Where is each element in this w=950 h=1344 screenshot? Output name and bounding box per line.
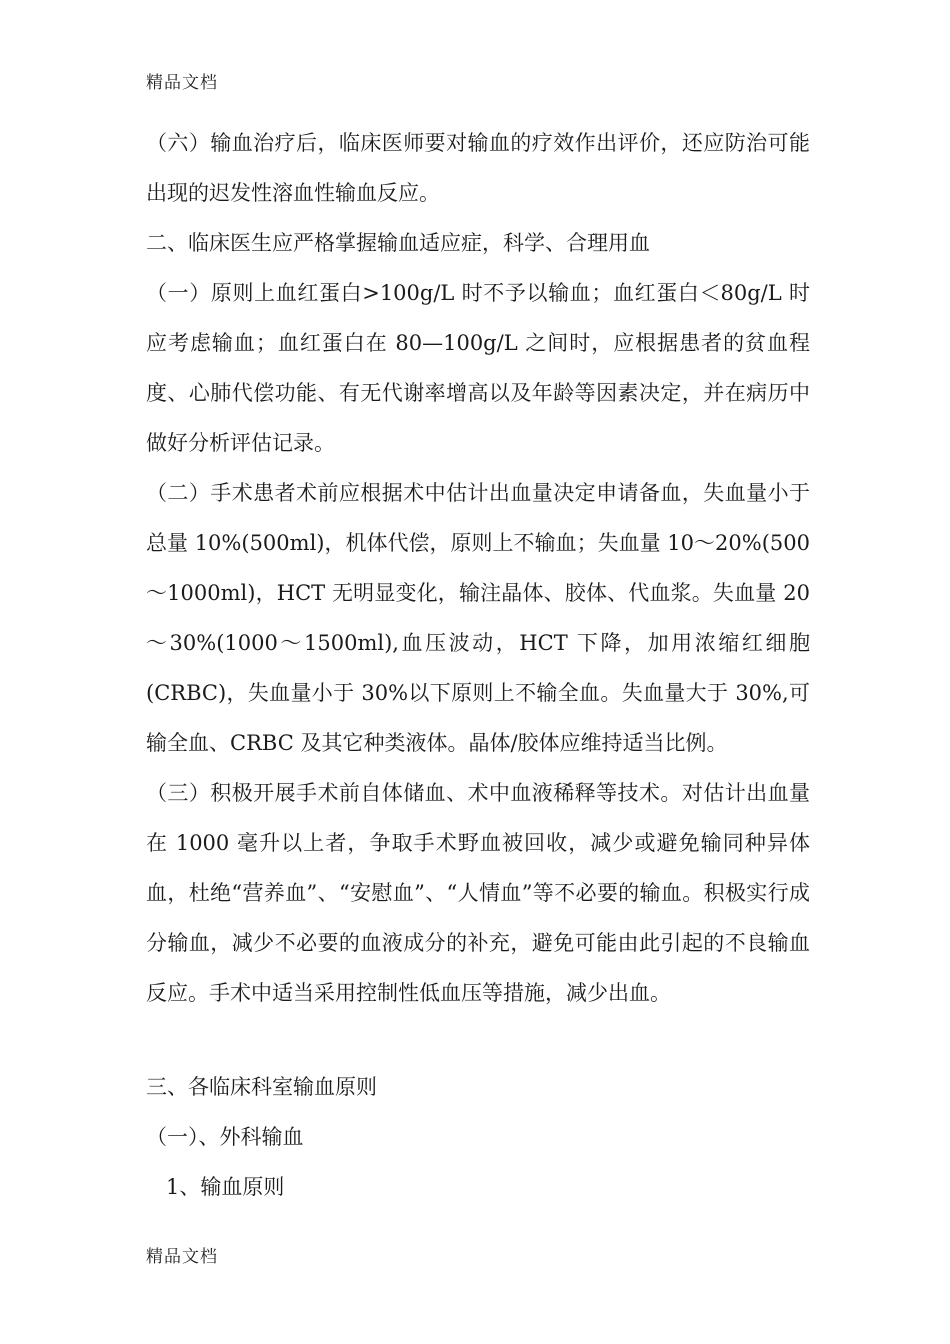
page-footer: 精品文档: [146, 1247, 218, 1267]
document-body: [146, 118, 810, 1212]
paragraph-surgical-blood-loss: （二）手术患者术前应根据术中估计出血量决定申请备血，失血量小于总量 10%(500ml)，机体代偿，原则上不输血；失血量 10～20%(500～1000ml)，HCT 无明显变化，输注晶体、胶体、代血浆。失血量 20～30%(1000～1500ml),血压波动，HCT 下降，加用浓缩红细胞(CRBC)，失血量小于 30%以下原则上不输全血。失血量大于 30%,可输全血、CRBC 及其它种类液体。晶体/胶体应维持适当比例。: [146, 481, 810, 755]
page-header: 精品文档: [146, 73, 218, 93]
paragraph-autologous-transfusion: （三）积极开展手术前自体储血、术中血液稀释等技术。对估计出血量在 1000 毫升以上者，争取手术野血被回收，减少或避免输同种异体血，杜绝“营养血”、“安慰血”、“人情血”等不必要的输血。积极实行成分输血，减少不必要的血液成分的补充，避免可能由此引起的不良输血反应。手术中适当采用控制性低血压等措施，减少出血。: [146, 781, 810, 1005]
paragraph-treatment-evaluation: （六）输血治疗后，临床医师要对输血的疗效作出评价，还应防治可能出现的迟发性溶血性输血反应。: [146, 131, 810, 205]
paragraph-hemoglobin-threshold: （一）原则上血红蛋白>100g/L 时不予以输血；血红蛋白＜80g/L 时应考虑输血；血红蛋白在 80—100g/L 之间时，应根据患者的贫血程度、心肺代偿功能、有无代谢率增高以及年龄等因素决定，并在病历中做好分析评估记录。: [146, 281, 810, 455]
section-spacer: [146, 1018, 810, 1062]
section-heading-department-principles: 三、各临床科室输血原则: [146, 1075, 377, 1099]
item-heading-transfusion-principles: 1、输血原则: [166, 1175, 285, 1199]
subsection-heading-surgical: （一）、外科输血: [146, 1125, 304, 1149]
section-heading-indications: 二、临床医生应严格掌握输血适应症，科学、合理用血: [146, 231, 650, 255]
